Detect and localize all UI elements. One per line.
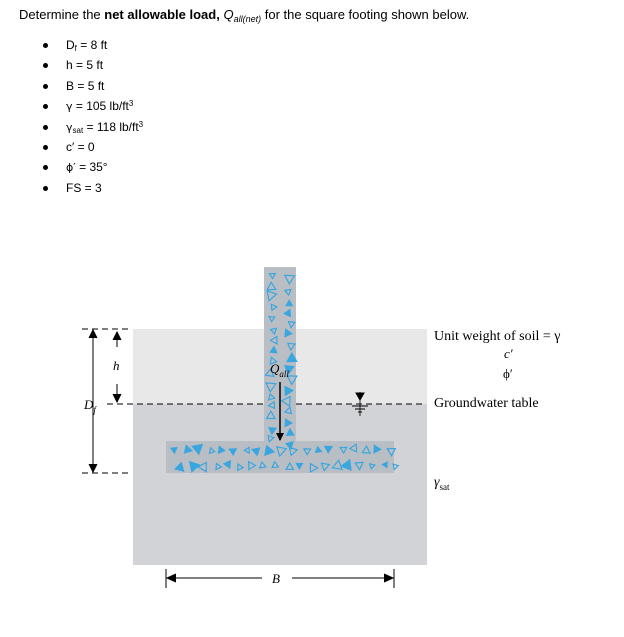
list-item: FS = 3 [40, 178, 143, 198]
list-item: $D_f = 8$ ft [40, 35, 143, 55]
prompt-bold: net allowable load, [104, 7, 224, 22]
list-item: c′ = 0 [40, 137, 143, 157]
gamma-sat-label: $\gamma_{sat}$ [434, 475, 450, 492]
list-item: h = 5 ft [40, 55, 143, 75]
prompt-q-sub: all(net) [233, 14, 262, 24]
label-h: h [113, 358, 120, 373]
unit-weight-label: Unit weight of soil = γ [434, 329, 561, 344]
list-item: $\gamma_{sat} = 118$ $lb/ft^3$ [40, 117, 143, 137]
label-B: B [272, 571, 280, 586]
list-item: ϕ′ = 35° [40, 157, 143, 177]
c-prime-label: c′ [504, 346, 513, 361]
label-Qall: $Q_{all}$ [270, 361, 289, 379]
prompt-post: for the square footing shown below. [261, 7, 470, 22]
list-item: B = 5 ft [40, 76, 143, 96]
prompt-q: Q [223, 7, 234, 22]
width-dimension [166, 569, 394, 588]
phi-prime-label: ϕ′ [503, 366, 513, 381]
label-Df: $D_f$ [84, 397, 96, 415]
list-item: γ = 105 $lb/ft^3$ [40, 96, 143, 116]
prompt-pre: Determine the [19, 7, 105, 22]
groundwater-label: Groundwater table [434, 396, 539, 411]
